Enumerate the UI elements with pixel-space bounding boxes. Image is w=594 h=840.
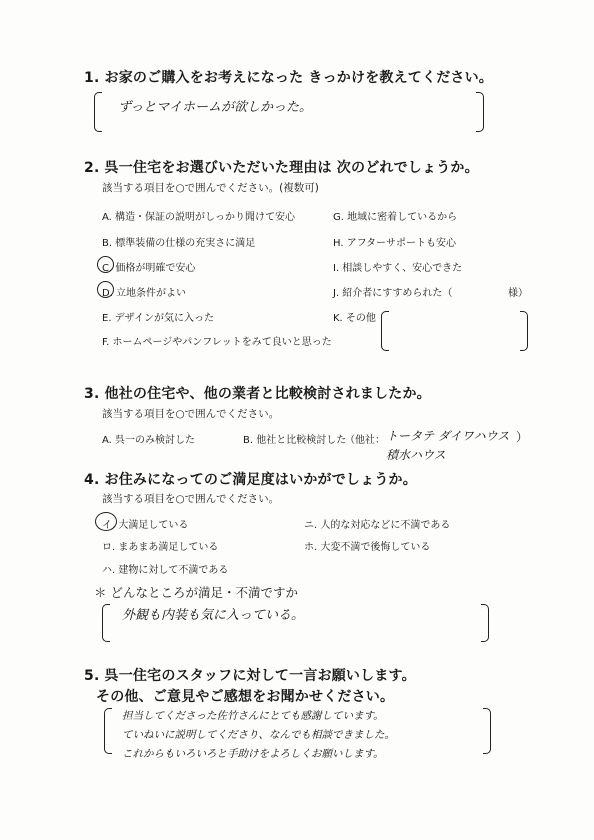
q2-option-a: A. 構造・保証の説明がしっかり聞けて安心 [102, 212, 296, 223]
q4-title: 4. お住みになってのご満足度はいかがでしょうか。 [84, 472, 417, 488]
q3-other-answer-2: 積水ハウス [386, 448, 446, 462]
q2-option-j-suffix: 様） [508, 288, 528, 299]
q1-bracket-right [476, 92, 484, 132]
q5-answer-line-1: 担当してくださった佐竹さんにとても感謝しています。 [122, 710, 384, 722]
q5-answer-line-3: これからもいろいろと手助けをよろしくお願いします。 [122, 748, 384, 760]
q4-instruction: 該当する項目を○で囲んでください。 [102, 493, 280, 505]
q1-answer: ずっとマイホームが欲しかった。 [118, 100, 312, 115]
q5-bracket-right [483, 708, 491, 754]
q4-option-ha: ハ. 建物に対して不満である [102, 565, 229, 576]
q4-option-ro: ロ. まあまあ満足している [102, 542, 219, 553]
q5-answer-line-2: ていねいに説明してくださり、なんでも相談できました。 [122, 729, 395, 741]
q2-other-bracket-left [381, 311, 389, 351]
q4-option-i: イ. 大満足している [102, 520, 189, 531]
q2-option-f: F. ホームページやパンフレットをみて良いと思った [102, 337, 332, 348]
q2-option-g: G. 地域に密着しているから [333, 212, 458, 223]
q2-option-b: B. 標準装備の仕様の充実さに満足 [102, 238, 256, 249]
q3-close-bracket: ） [516, 430, 529, 444]
q2-option-c-circle [97, 256, 114, 273]
q2-instruction: 該当する項目を○で囲んでください。(複数可) [102, 182, 319, 194]
q3-option-a: A. 呉一のみ検討した [102, 435, 196, 446]
q2-option-d: D. 立地条件がよい [102, 288, 187, 299]
q4-option-ni: ニ. 人的な対応などに不満である [304, 520, 451, 531]
q2-option-i: I. 相談しやすく、安心できた [333, 263, 463, 274]
q4-detail-bracket-right [481, 604, 489, 642]
q2-title: 2. 呉一住宅をお選びいただいた理由は 次のどれでしょうか。 [84, 160, 479, 176]
q3-option-b: B. 他社と比較検討した [243, 435, 347, 446]
q5-title-1: 5. 呉一住宅のスタッフに対して一言お願いします。 [84, 668, 416, 684]
q4-option-i-circle [95, 512, 117, 531]
q3-other-label: （他社： [345, 435, 385, 446]
q3-other-answer-1: トータテ ダイワハウス [386, 429, 510, 443]
q5-bracket-left [104, 708, 112, 754]
q3-instruction: 該当する項目を○で囲んでください。 [102, 408, 280, 420]
q2-option-e: E. デザインが気に入った [102, 313, 214, 324]
q2-other-bracket-right [520, 311, 528, 351]
q2-option-h: H. アフターサポートも安心 [333, 238, 457, 249]
q4-detail-bracket-left [102, 604, 110, 642]
q2-option-d-circle [97, 281, 114, 298]
q2-option-k: K. その他 [333, 313, 376, 324]
q2-option-c: C. 価格が明確で安心 [102, 263, 196, 274]
q5-title-2: その他、ご意見やご感想をお聞かせください。 [96, 689, 395, 705]
q4-detail-title: ＊ どんなところが満足・不満ですか [94, 585, 298, 600]
q1-bracket-left [94, 92, 102, 132]
q2-option-j: J. 紹介者にすすめられた（ [333, 288, 453, 299]
q4-option-ho: ホ. 大変不満で後悔している [304, 542, 431, 553]
q4-detail-answer: 外観も内装も気に入っている。 [122, 608, 305, 623]
q3-title: 3. 他社の住宅や、他の業者と比較検討されましたか。 [84, 386, 431, 402]
q1-title: 1. お家のご購入をお考えになった きっかけを教えてください。 [84, 70, 494, 86]
